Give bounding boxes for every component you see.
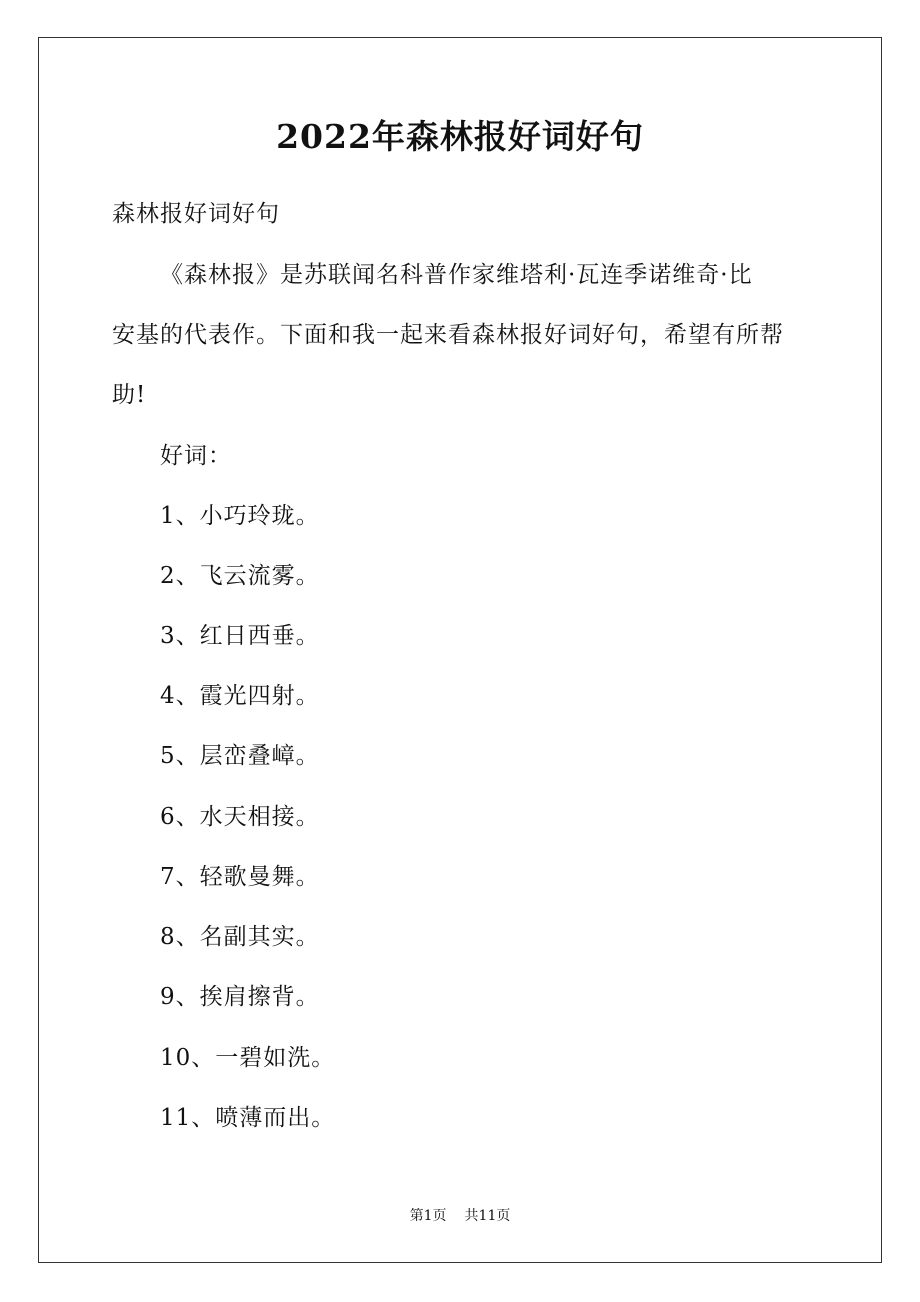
list-item: 10、一碧如洗。	[160, 1045, 336, 1071]
list-item: 2、飞云流雾。	[160, 563, 320, 589]
intro-line: 安基的代表作。下面和我一起来看森林报好词好句，希望有所帮	[112, 322, 784, 348]
list-item: 8、名副其实。	[160, 924, 320, 950]
list-item: 11、喷薄而出。	[160, 1105, 336, 1131]
intro-line: 《森林报》是苏联闻名科普作家维塔利·瓦连季诺维奇·比	[160, 262, 753, 288]
list-item: 3、红日西垂。	[160, 623, 320, 649]
page-number: 第1页	[409, 1208, 447, 1224]
list-item: 1、小巧玲珑。	[160, 503, 320, 529]
page-footer	[0, 1206, 920, 1226]
document-subtitle: 森林报好词好句	[112, 201, 280, 227]
list-item: 9、挨肩擦背。	[160, 984, 320, 1010]
list-item: 5、层峦叠嶂。	[160, 743, 320, 769]
list-item: 6、水天相接。	[160, 804, 320, 830]
list-item: 7、轻歌曼舞。	[160, 864, 320, 890]
list-item: 4、霞光四射。	[160, 683, 320, 709]
section-heading: 好词：	[160, 443, 232, 469]
intro-line: 助!	[112, 382, 147, 408]
page-total: 共11页	[464, 1208, 511, 1224]
document-title: 2022年森林报好词好句	[276, 117, 644, 156]
